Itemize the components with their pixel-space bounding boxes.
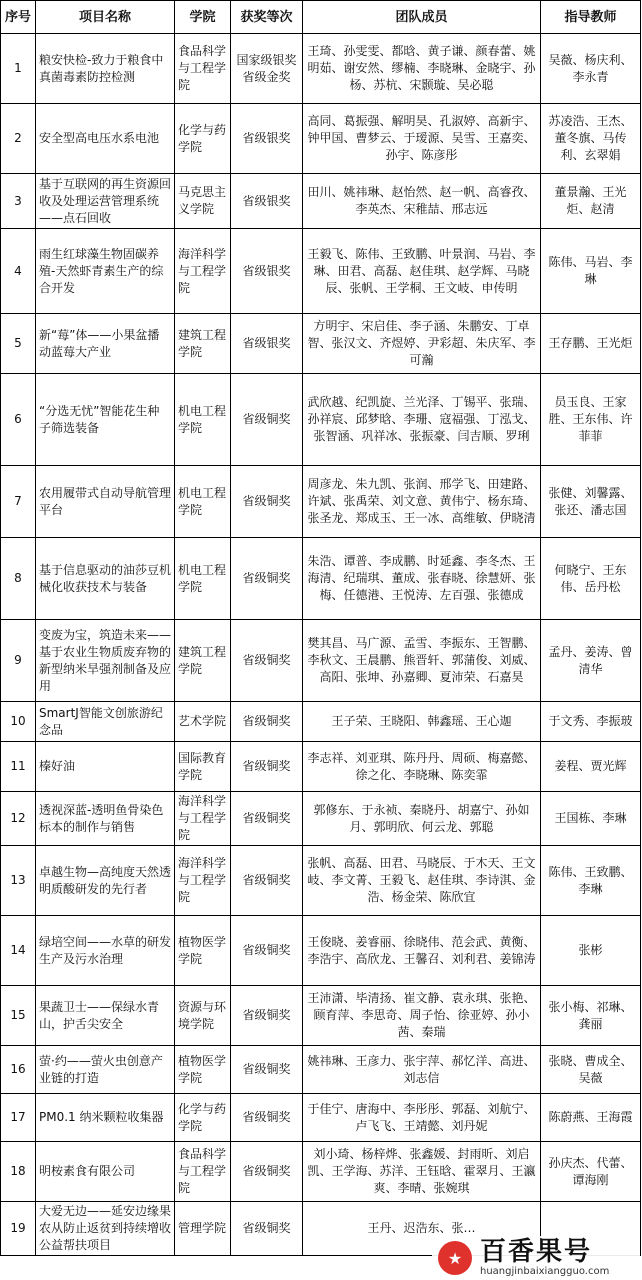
college: 管理学院: [175, 1202, 231, 1256]
advisor: 张健、刘馨露、张还、潘志国: [541, 466, 641, 538]
project-name: 基于互联网的再生资源回收及处理运营管理系统——点石回收: [36, 174, 175, 229]
team-members: 王子荣、王晓阳、韩鑫瑶、王心迦: [303, 702, 541, 742]
project-name: 安全型高电压水系电池: [36, 104, 175, 174]
project-name: 变废为宝，筑造未来——基于农业生物质废弃物的新型纳米旱强剂制备及应用: [36, 620, 175, 702]
project-name: 新“莓”体——小果盆播动蓝莓大产业: [36, 314, 175, 374]
advisor: 陈伟、王致鹏、李琳: [541, 846, 641, 916]
project-name: “分选无忧”智能花生种子筛选装备: [36, 374, 175, 466]
advisor: 董景瀚、王光炬、赵清: [541, 174, 641, 229]
header-college: 学院: [175, 1, 231, 34]
team-members: 樊其昌、马广源、孟雪、李振东、王智鹏、李秋文、王晨鹏、熊晋轩、郭蒲俊、刘威、高阳、张坤、孙嘉卿、夏沛荣、石嘉昊: [303, 620, 541, 702]
row-number: 9: [1, 620, 36, 702]
row-number: 12: [1, 792, 36, 846]
advisor: 陈蔚燕、王海霞: [541, 1094, 641, 1142]
award-level: 省级银奖: [231, 104, 303, 174]
team-members: 姚祎琳、王彦力、张宇萍、郝忆洋、高进、刘志信: [303, 1046, 541, 1094]
table-row: [1, 742, 641, 792]
row-number: 10: [1, 702, 36, 742]
header-no: 序号: [1, 1, 36, 34]
row-number: 14: [1, 916, 36, 986]
row-number: 5: [1, 314, 36, 374]
row-number: 16: [1, 1046, 36, 1094]
college: 机电工程学院: [175, 538, 231, 620]
award-level: 省级铜奖: [231, 916, 303, 986]
advisor: 何晓宁、王东伟、岳丹松: [541, 538, 641, 620]
watermark: [432, 1236, 640, 1280]
project-name: 透视深蓝-透明鱼骨染色标本的制作与销售: [36, 792, 175, 846]
award-level: 省级铜奖: [231, 1202, 303, 1256]
row-number: 15: [1, 986, 36, 1046]
college: 食品科学与工程学院: [175, 1142, 231, 1202]
table-row: [1, 620, 641, 702]
award-level: 省级铜奖: [231, 1094, 303, 1142]
project-name: 萤·约——萤火虫创意产业链的打造: [36, 1046, 175, 1094]
college: 国际教育学院: [175, 742, 231, 792]
table-row: [1, 34, 641, 104]
team-members: 方明宇、宋启佳、李子涵、朱鹏安、丁卓智、张汉文、齐煜婷、尹彩超、朱庆军、李可瀚: [303, 314, 541, 374]
college: 化学与药学院: [175, 1094, 231, 1142]
award-level: 省级铜奖: [231, 742, 303, 792]
advisor: 孙庆杰、代蕾、谭海刚: [541, 1142, 641, 1202]
header-project-name: 项目名称: [36, 1, 175, 34]
team-members: 武欣越、纪凯旋、兰光泽、丁锡平、张瑞、孙祥宸、邱梦晗、李珊、寇福强、丁泓戈、张智涵、巩祥冰、张振豪、闫吉顺、罗琍: [303, 374, 541, 466]
project-name: SmartJ智能文创旅游纪念品: [36, 702, 175, 742]
college: 资源与环境学院: [175, 986, 231, 1046]
table-row: [1, 702, 641, 742]
watermark-text: [480, 1238, 609, 1278]
award-level: 省级铜奖: [231, 1046, 303, 1094]
table-row: [1, 104, 641, 174]
award-level: 国家级银奖 省级金奖: [231, 34, 303, 104]
college: 食品科学与工程学院: [175, 34, 231, 104]
advisor: 张彬: [541, 916, 641, 986]
table-row: [1, 538, 641, 620]
table-row: [1, 314, 641, 374]
award-level: 省级铜奖: [231, 374, 303, 466]
award-level: 省级铜奖: [231, 986, 303, 1046]
team-members: 朱浩、谭普、李成鹏、时延鑫、李冬杰、王海清、纪瑞琪、董成、张春晓、徐慧妍、张梅、任德港、王悦涛、左百强、张德成: [303, 538, 541, 620]
table-row: [1, 466, 641, 538]
team-members: 田川、姚祎琳、赵怡然、赵一帆、高睿孜、李英杰、宋稚喆、邢志远: [303, 174, 541, 229]
header-row: [1, 1, 641, 34]
advisor: 苏凌浩、王杰、董冬旗、马传利、玄翠娟: [541, 104, 641, 174]
award-level: 省级铜奖: [231, 1142, 303, 1202]
team-members: 王琦、孙雯雯、都晗、黄子谦、颜春蕾、姚明茹、谢安然、缪楠、李晓琳、金晓宇、孙杨、苏杭、宋颢璇、吴必聪: [303, 34, 541, 104]
table-row: [1, 174, 641, 229]
award-level: 省级银奖: [231, 174, 303, 229]
row-number: 17: [1, 1094, 36, 1142]
project-name: 明桉素食有限公司: [36, 1142, 175, 1202]
team-members: 刘小琦、杨梓烨、张鑫媛、封雨昕、刘启凯、王学海、苏洋、王钰晗、霍翠月、王瀛爽、李晴、张婉琪: [303, 1142, 541, 1202]
watermark-url: huangjinbaixiangguo.com: [480, 1266, 610, 1277]
table-row: [1, 1142, 641, 1202]
table-row: [1, 792, 641, 846]
award-level: 省级铜奖: [231, 846, 303, 916]
project-name: 农用履带式自动导航管理平台: [36, 466, 175, 538]
header-award-level: 获奖等次: [231, 1, 303, 34]
award-level: 省级银奖: [231, 314, 303, 374]
award-level: 省级铜奖: [231, 466, 303, 538]
team-members: 王毅飞、陈伟、王致鹏、叶景润、马岩、李琳、田君、高磊、赵佳琪、赵学辉、马晓辰、张帆、王学桐、王文岐、申传明: [303, 229, 541, 314]
project-name: 果蔬卫士——保绿水青山，护舌尖安全: [36, 986, 175, 1046]
project-name: 卓越生物—高纯度天然透明质酸研发的先行者: [36, 846, 175, 916]
award-level: 省级铜奖: [231, 538, 303, 620]
table-row: [1, 374, 641, 466]
award-level: 省级铜奖: [231, 792, 303, 846]
row-number: 3: [1, 174, 36, 229]
row-number: 13: [1, 846, 36, 916]
college: 植物医学学院: [175, 1046, 231, 1094]
advisor: 张小梅、祁琳、龚丽: [541, 986, 641, 1046]
team-members: 王沛潇、毕清扬、崔文静、袁永琪、张艳、顾育萍、李思奇、周子怡、徐亚婷、孙小茜、秦瑞: [303, 986, 541, 1046]
watermark-title: 百香果号: [480, 1237, 593, 1267]
team-members: 王丹、迟浩东、张…: [303, 1202, 541, 1256]
advisor: 陈伟、马岩、李琳: [541, 229, 641, 314]
project-name: 榛好油: [36, 742, 175, 792]
advisor: 王国栋、李琳: [541, 792, 641, 846]
team-members: 张帆、高磊、田君、马晓辰、于木天、王文岐、李文菁、王毅飞、赵佳琪、李诗淇、金浩、杨金荣、陈欣宜: [303, 846, 541, 916]
team-members: 郭修东、于永祯、秦晓丹、胡嘉宁、孙如月、郭明欣、何云龙、郭聪: [303, 792, 541, 846]
college: 机电工程学院: [175, 466, 231, 538]
team-members: 于佳宁、唐海中、李彤彤、郭磊、刘航宁、卢飞飞、王靖懿、刘丹妮: [303, 1094, 541, 1142]
advisor: 孟丹、姜涛、曾清华: [541, 620, 641, 702]
college: 建筑工程学院: [175, 620, 231, 702]
team-members: 王俊晓、姜睿丽、徐晓伟、范会武、黄衡、李浩宇、高欣龙、王馨召、刘利君、姜锦涛: [303, 916, 541, 986]
watermark-logo-icon: ★: [438, 1241, 472, 1275]
college: 化学与药学院: [175, 104, 231, 174]
table-row: [1, 846, 641, 916]
row-number: 2: [1, 104, 36, 174]
advisor: 姜程、贾光辉: [541, 742, 641, 792]
advisor: 于文秀、李振玻: [541, 702, 641, 742]
table-row: [1, 1094, 641, 1142]
team-members: 高同、葛振强、解明昊、孔淑婷、高新宇、钟甲国、曹梦云、于瑷源、吴雪、王嘉奕、孙宇、陈彦彤: [303, 104, 541, 174]
advisor: 王存鹏、王光炬: [541, 314, 641, 374]
table-body: [1, 34, 641, 1256]
college: 艺术学院: [175, 702, 231, 742]
project-name: 大爱无边——延安边缘果农从防止返贫到持续增收公益帮扶项目: [36, 1202, 175, 1256]
college: 植物医学学院: [175, 916, 231, 986]
table-row: [1, 229, 641, 314]
project-name: 粮安快检-致力于粮食中真菌毒素防控检测: [36, 34, 175, 104]
header-advisor: 指导教师: [541, 1, 641, 34]
header-team-members: 团队成员: [303, 1, 541, 34]
row-number: 7: [1, 466, 36, 538]
college: 海洋科学与工程学院: [175, 229, 231, 314]
college: 海洋科学与工程学院: [175, 792, 231, 846]
advisor: 张晓、曹成全、吴薇: [541, 1046, 641, 1094]
table-row: [1, 986, 641, 1046]
award-level: 省级铜奖: [231, 620, 303, 702]
row-number: 8: [1, 538, 36, 620]
project-name: PM0.1 纳米颗粒收集器: [36, 1094, 175, 1142]
table-row: [1, 1046, 641, 1094]
row-number: 1: [1, 34, 36, 104]
row-number: 4: [1, 229, 36, 314]
row-number: 6: [1, 374, 36, 466]
table-row: [1, 916, 641, 986]
team-members: 李志祥、刘亚琪、陈丹丹、周硕、梅嘉懿、徐之化、李晓琳、陈奕霏: [303, 742, 541, 792]
college: 机电工程学院: [175, 374, 231, 466]
award-level: 省级铜奖: [231, 702, 303, 742]
team-members: 周彦龙、朱九凯、张润、邢学飞、田建路、许斌、张禹荣、刘文意、黄伟宁、杨东琦、张圣龙、郑成玉、王一冰、高维敏、伊晓清: [303, 466, 541, 538]
project-name: 基于信息驱动的油莎豆机械化收获技术与装备: [36, 538, 175, 620]
row-number: 19: [1, 1202, 36, 1256]
advisor: 员玉良、王家胜、王东伟、许菲菲: [541, 374, 641, 466]
row-number: 18: [1, 1142, 36, 1202]
project-name: 雨生红球藻生物固碳养殖-天然虾青素生产的综合开发: [36, 229, 175, 314]
project-name: 绿培空间——水草的研发生产及污水治理: [36, 916, 175, 986]
college: 建筑工程学院: [175, 314, 231, 374]
college: 海洋科学与工程学院: [175, 846, 231, 916]
award-level: 省级银奖: [231, 229, 303, 314]
college: 马克思主义学院: [175, 174, 231, 229]
advisor: 吴薇、杨庆利、李永青: [541, 34, 641, 104]
row-number: 11: [1, 742, 36, 792]
